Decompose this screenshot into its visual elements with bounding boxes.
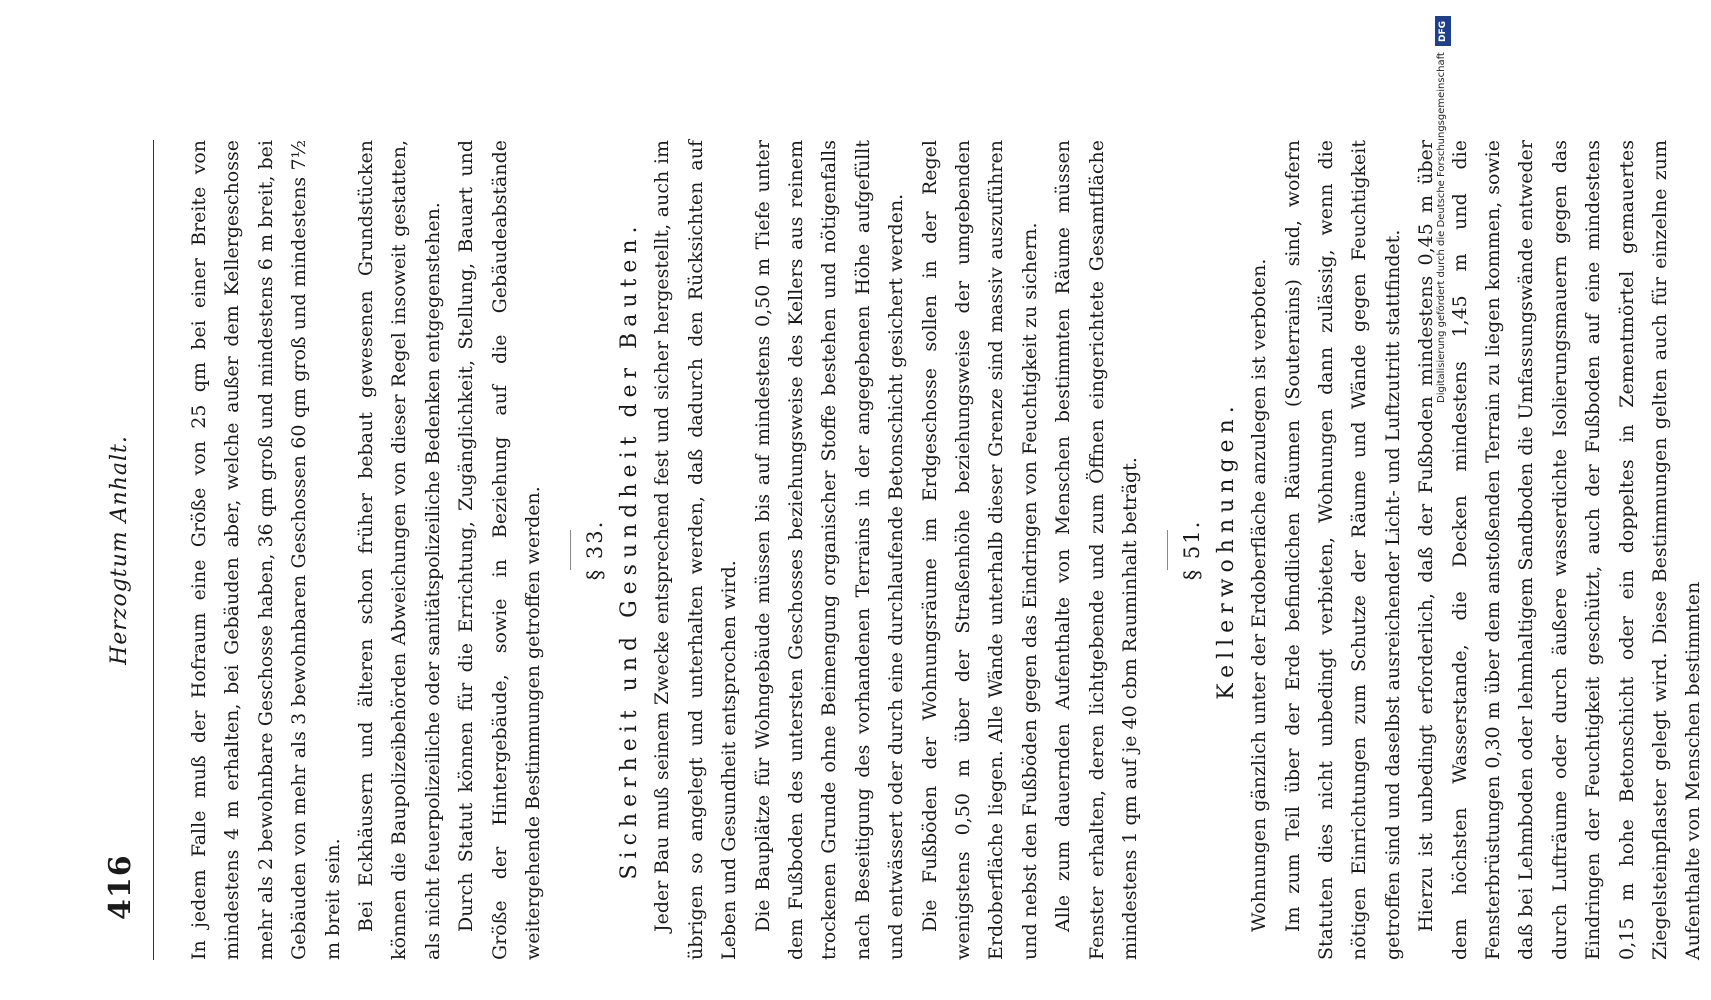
paragraph: In jedem Falle muß der Hofraum eine Größe von 25 qm bei einer Breite von mindestens 4 m erhalten, bei Gebäuden aber, welche außer dem Kellergeschosse mehr als 2 bewohnbare Geschosse haben, 36 qm groß und mindestens 6 m breit, bei Gebäuden von mehr als 3 bewohnbaren Geschossen 60 qm groß und mindestens 7½ m breit sein.	[188, 140, 344, 960]
running-title: Herzogtum Anhalt.	[107, 435, 132, 665]
section-separator	[1167, 530, 1168, 570]
paragraph: Die Bauplätze für Wohngebäude müssen bis auf mindestens 0,50 m Tiefe unter dem Fußboden des untersten Geschosses beziehungsweise des Kellers aus reinem trockenen Grunde ohne Beimengung organischer Stoffe bestehen und nötigenfalls nach Beseitigung des vorhandenen Terrains in der angegebenen Höhe aufgefüllt und entwässert oder durch eine durchlaufende Betonschicht gesichert werden.	[751, 140, 908, 960]
section-title: Kellerwohnungen.	[1213, 400, 1239, 700]
section-title: Sicherheit und Gesundheit der Bauten.	[616, 220, 642, 880]
header-rule	[153, 140, 154, 960]
section-heading	[1176, 140, 1243, 960]
paragraph: Die Fußböden der Wohnungsräume im Erdgeschosse sollen in der Regel wenigstens 0,50 m über der Straßenhöhe beziehungsweise der umgebenden Erdoberfläche liegen. Alle Wände unterhalb dieser Grenze sind massiv auszuführen und nebst den Fußböden gegen das Eindringen von Feuchtigkeit zu sichern.	[918, 140, 1041, 960]
paragraph: Alle zum dauernden Aufenthalte von Menschen bestimmten Räume müssen Fenster erhalten, deren lichtgebende und zum Öffnen eingerichtete Gesamtfläche mindestens 1 qm auf je 40 cbm Rauminhalt beträgt.	[1052, 140, 1141, 960]
running-head	[103, 140, 143, 960]
paragraph: Im zum Teil über der Erde befindlichen Räumen (Souterrains) sind, wofern Statuten dies nicht unbedingt verbieten, Wohnungen dann zulässig, wenn die nötigen Einrichtungen zum Schutze der Räume und Wände gegen Feuchtigkeit getroffen sind und daselbst ausreichender Licht- und Luftzutritt stattfindet.	[1281, 140, 1404, 960]
section-number: § 51.	[1180, 519, 1205, 581]
section-heading	[579, 140, 646, 960]
paragraph: Durch Statut können für die Errichtung, Zugänglichkeit, Stellung, Bauart und Größe der Hintergebäude, sowie in Beziehung auf die Gebäudeabstände weitergehende Bestimmungen getroffen werden.	[455, 140, 545, 960]
paragraph: Jeder Bau muß seinem Zwecke entsprechend fest und sicher hergestellt, auch im übrigen so angelegt und unterhalten werden, daß dadurch den Rücksichten auf Leben und Gesundheit entsprochen wird.	[651, 140, 741, 960]
section-separator	[570, 530, 571, 570]
digitization-credit	[1434, 10, 1452, 990]
paragraph: Hierzu ist unbedingt erforderlich, daß der Fußboden mindestens 0,45 m über dem höchsten Wasserstande, die Decken mindestens 1,45 m und die Fensterbrüstungen 0,30 m über dem anstoßenden Terrain zu liegen kommen, sowie daß bei Lehmboden oder lehmhaltigem Sandboden die Umfassungswände entweder durch Lufträume oder durch äußere wasserdichte Isolierungsmauern gegen das Eindringen der Feuchtigkeit geschützt, auch der Fußboden auf eine mindestens 0,15 m hohe Betonschicht oder ein doppeltes in Zementmörtel gemauertes Ziegelsteinpflaster gelegt wird. Diese Bestimmungen gelten auch für einzelne zum Aufenthalte von Menschen bestimmten	[1415, 140, 1705, 960]
paragraph: Bei Eckhäusern und älteren schon früher bebaut gewesenen Grundstücken können die Baupolizeibehörden Abweichungen von dieser Regel insoweit gestatten, als nicht feuerpolizeiliche oder sanitätspolizeiliche Bedenken entgegenstehen.	[355, 140, 444, 960]
credit-text: Digitalisierung gefördert durch die Deutsche Forschungsgemeinschaft	[1436, 52, 1447, 403]
section-number: § 33.	[583, 519, 608, 581]
dfg-logo: DFG	[1435, 16, 1451, 46]
page-number: 416	[103, 854, 138, 920]
paragraph: Wohnungen gänzlich unter der Erdoberfläche anzulegen ist verboten.	[1248, 258, 1271, 932]
page-body	[183, 140, 1711, 960]
